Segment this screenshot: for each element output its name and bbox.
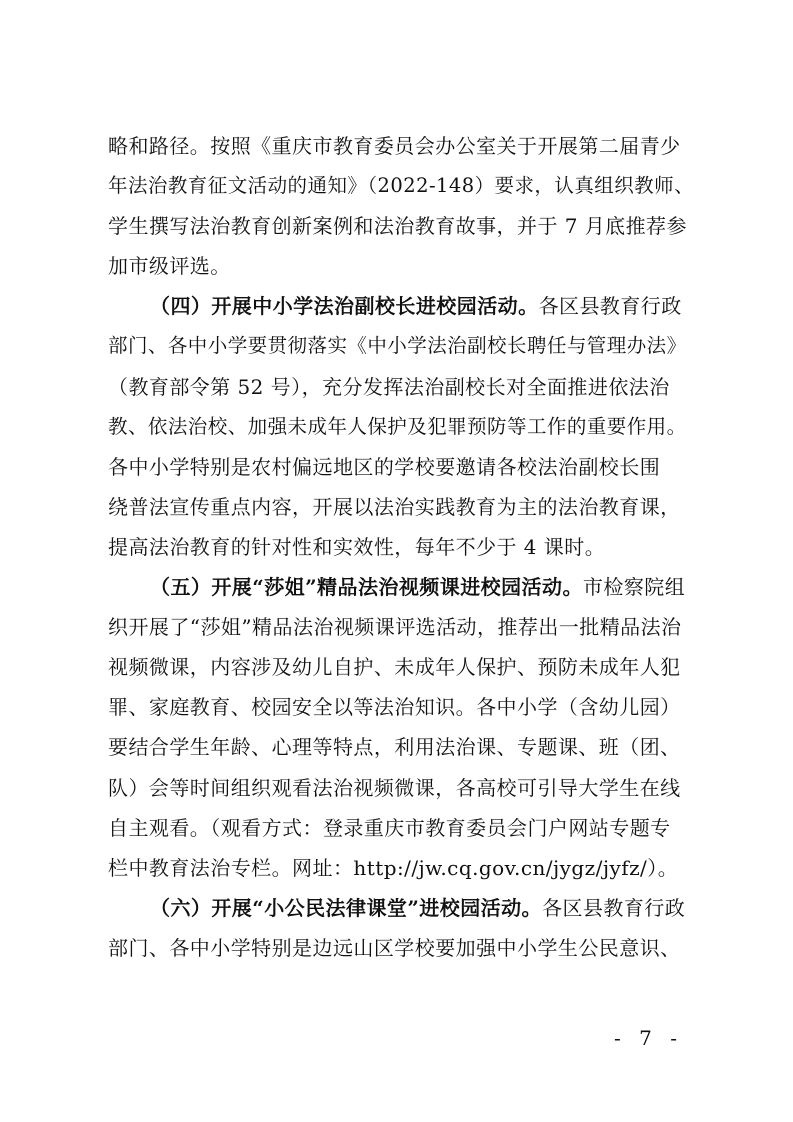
text-line: 队）会等时间组织观看法治视频微课，各高校可引导大学生在线 — [108, 775, 681, 800]
body-text — [108, 126, 698, 968]
section-5-first-line — [108, 567, 698, 607]
text-line: 略和路径。按照《重庆市教育委员会办公室关于开展第二届青少 — [108, 134, 681, 158]
section-heading: （六）开展“小公民法律课堂”进校园活动。 — [150, 895, 543, 920]
text-run: 各区县教育行政 — [542, 895, 686, 920]
text-line: 视频微课，内容涉及幼儿自护、未成年人保护、预防未成年人犯 — [108, 655, 681, 680]
text-line: 栏中教育法治专栏。网址：http://jw.cq.gov.cn/jygz/jyfz/）。 — [108, 855, 679, 880]
text-line: 罪、家庭教育、校园安全以等法治知识。各中小学（含幼儿园） — [108, 695, 681, 720]
text-line: 学生撰写法治教育创新案例和法治教育故事，并于 7 月底推荐参 — [108, 214, 687, 239]
text-line: 部门、各中小学要贯彻落实《中小学法治副校长聘任与管理办法》 — [108, 334, 687, 358]
text-line: 织开展了“莎姐”精品法治视频课评选活动，推荐出一批精品法治 — [108, 615, 682, 640]
text-line: 教、依法治校、加强未成年人保护及犯罪预防等工作的重要作用。 — [108, 414, 687, 438]
section-heading: （五）开展“莎姐”精品法治视频课进校园活动。 — [150, 575, 583, 600]
text-line: 各中小学特别是农村偏远地区的学校要邀请各校法治副校长围 — [108, 454, 661, 479]
section-6-first-line — [108, 888, 698, 928]
text-line: （教育部令第 52 号），充分发挥法治副校长对全面推进依法治 — [108, 374, 670, 399]
text-line: 提高法治教育的针对性和实效性，每年不少于 4 课时。 — [108, 534, 606, 559]
text-line: 部门、各中小学特别是边远山区学校要加强中小学生公民意识、 — [108, 935, 681, 960]
text-run: 各区县教育行政 — [538, 294, 682, 319]
text-line: 加市级评选。 — [108, 254, 231, 279]
text-line: 绕普法宣传重点内容，开展以法治实践教育为主的法治教育课， — [108, 494, 681, 519]
text-line: 自主观看。（观看方式：登录重庆市教育委员会门户网站专题专 — [108, 815, 671, 840]
page-number: - 7 - — [614, 1026, 683, 1050]
text-line: 要结合学生年龄、心理等特点，利用法治课、专题课、班（团、 — [108, 735, 681, 760]
text-line: 年法治教育征文活动的通知》（2022-148）要求，认真组织教师、 — [108, 174, 695, 198]
section-4-first-line — [108, 286, 698, 326]
text-run: 市检察院组 — [582, 575, 686, 600]
section-heading: （四）开展中小学法治副校长进校园活动。 — [150, 294, 539, 319]
